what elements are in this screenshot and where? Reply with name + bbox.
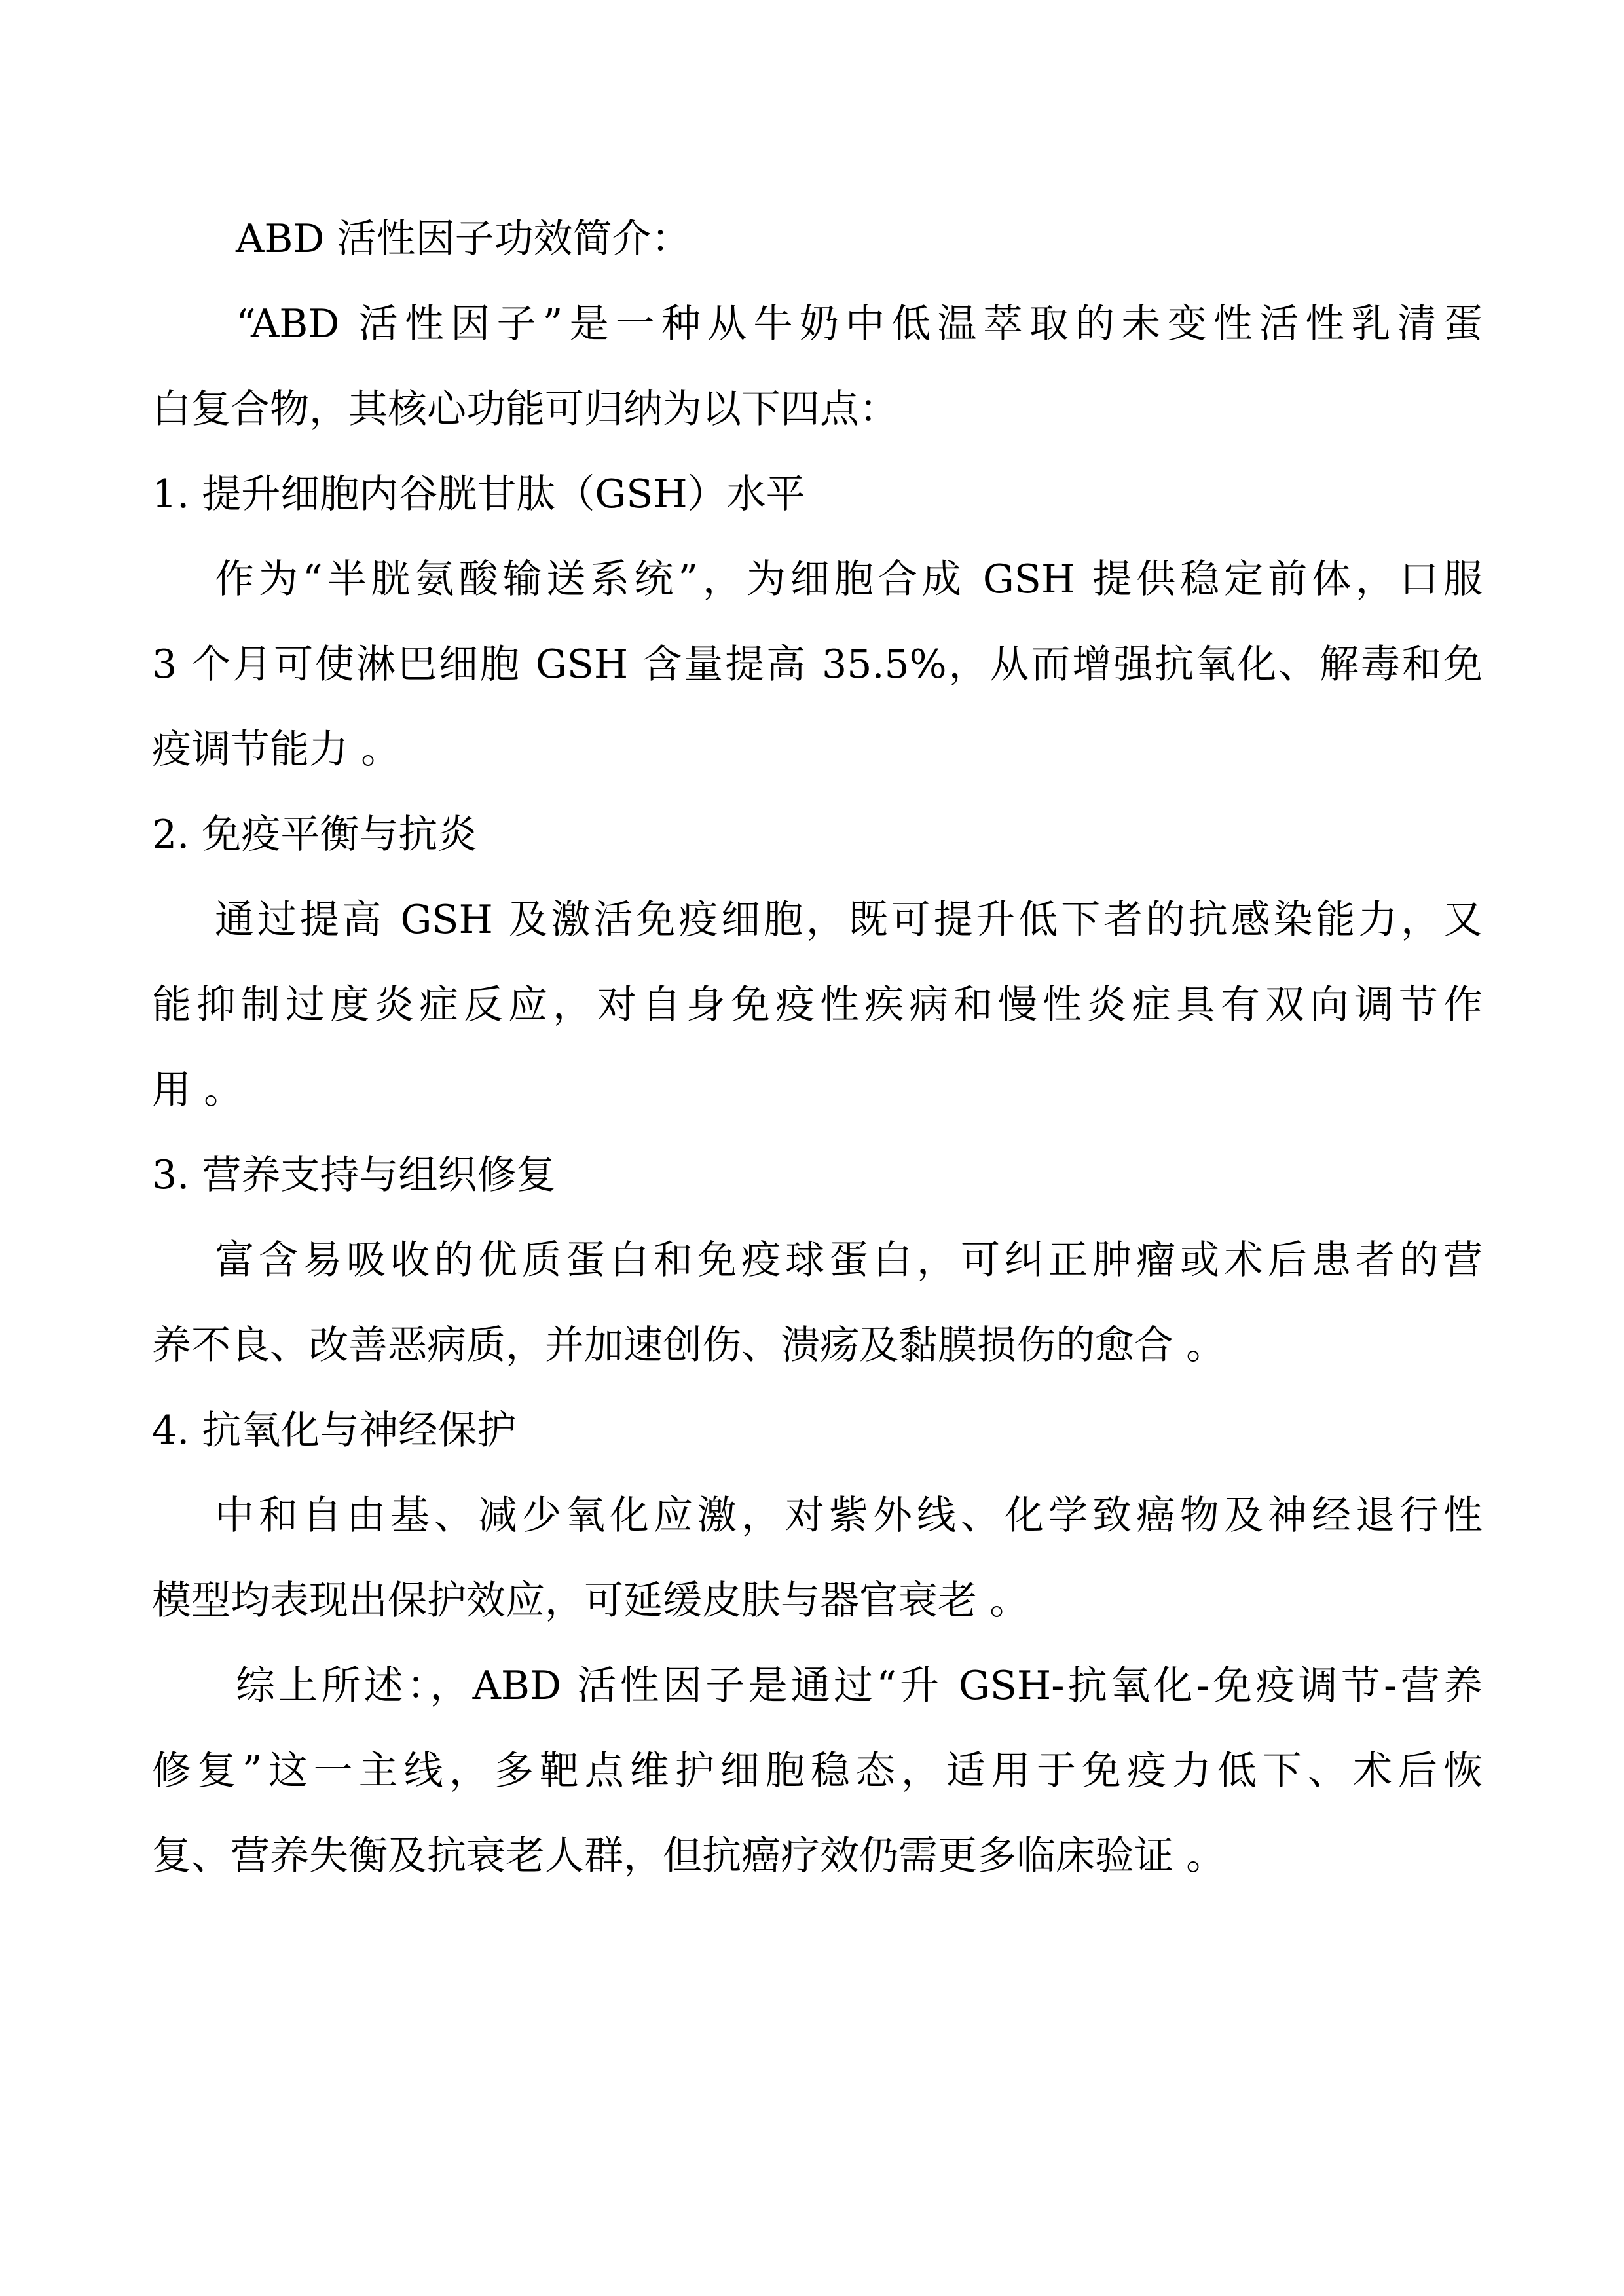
section-1-line-2: 3 个月可使淋巴细胞 GSH 含量提高 35.5%，从而增强抗氧化、解毒和免	[152, 642, 1483, 687]
section-4-heading: 4. 抗氧化与神经保护	[152, 1408, 517, 1453]
section-1-line-1: 作为“半胱氨酸输送系统”，为细胞合成 GSH 提供稳定前体，口服	[215, 556, 1483, 602]
section-3-line-2: 养不良、改善恶病质，并加速创伤、溃疡及黏膜损伤的愈合 。	[152, 1322, 1226, 1368]
document-title: ABD 活性因子功效简介：	[236, 216, 691, 262]
intro-line-2: 白复合物，其核心功能可归纳为以下四点：	[152, 386, 898, 432]
section-2-heading: 2. 免疫平衡与抗炎	[152, 812, 477, 858]
section-1-heading: 1. 提升细胞内谷胱甘肽（GSH）水平	[152, 471, 805, 517]
section-2-line-2: 能抑制过度炎症反应，对自身免疫性疾病和慢性炎症具有双向调节作	[152, 982, 1483, 1028]
section-4-line-2: 模型均表现出保护效应，可延缓皮肤与器官衰老 。	[152, 1578, 1029, 1624]
section-4-line-1: 中和自由基、减少氧化应激，对紫外线、化学致癌物及神经退行性	[215, 1493, 1483, 1539]
section-3-heading: 3. 营养支持与组织修复	[152, 1152, 556, 1198]
summary-line-2: 修复”这一主线，多靶点维护细胞稳态，适用于免疫力低下、术后恢	[152, 1748, 1483, 1794]
summary-line-3: 复、营养失衡及抗衰老人群，但抗癌疗效仍需更多临床验证 。	[152, 1833, 1226, 1879]
section-3-line-1: 富含易吸收的优质蛋白和免疫球蛋白，可纠正肿瘤或术后患者的营	[215, 1237, 1483, 1283]
section-1-line-3: 疫调节能力 。	[152, 727, 401, 773]
summary-line-1: 综上所述：，ABD 活性因子是通过“升 GSH-抗氧化-免疫调节-营养	[236, 1663, 1483, 1709]
intro-line-1: “ABD 活性因子”是一种从牛奶中低温萃取的未变性活性乳清蛋	[236, 301, 1483, 347]
section-2-line-1: 通过提高 GSH 及激活免疫细胞，既可提升低下者的抗感染能力，又	[215, 897, 1483, 943]
section-2-line-3: 用 。	[152, 1067, 244, 1113]
